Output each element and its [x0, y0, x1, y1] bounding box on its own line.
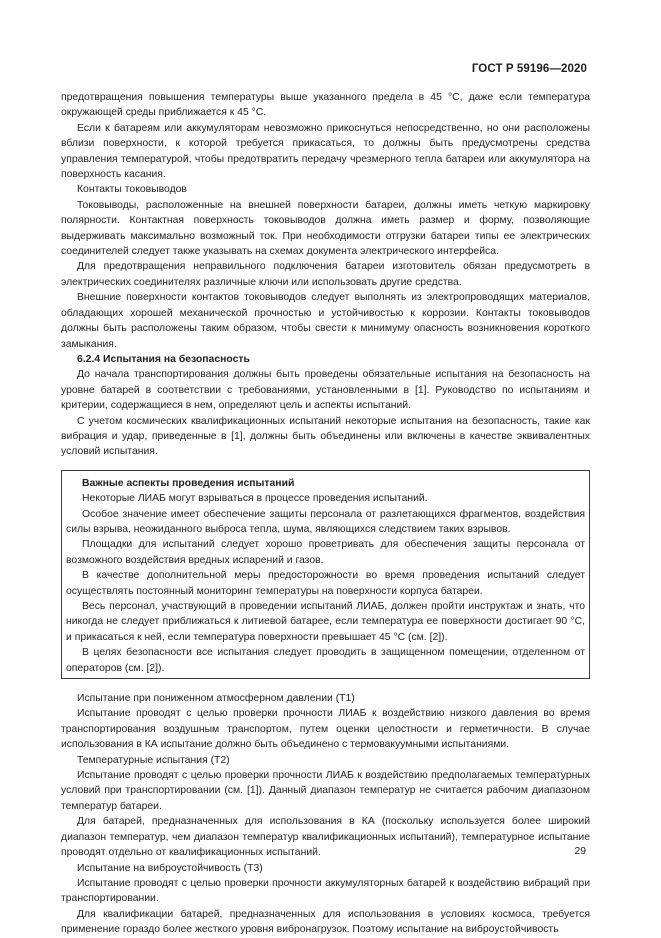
body-paragraph: Испытание при пониженном атмосферном давлении (Т1): [77, 693, 355, 705]
safety-notice-box: [61, 470, 590, 679]
notice-paragraph: Площадки для испытаний следует хорошо проветривать для обеспечения защиты персонала от возможного воздействия вредных испарений и газов.: [66, 539, 585, 566]
body-paragraph: Для квалификации батарей, предназначенных для использования в условиях космоса, требуется применение гораздо более жесткого уровня вибронагрузок. Поэтому испытание на виброустойчивость: [61, 908, 590, 936]
notice-paragraph: В целях безопасности все испытания следует проводить в защищенном помещении, отделенном от операторов (см. [2]).: [66, 647, 585, 674]
body-paragraphs: [61, 90, 590, 460]
body-paragraph: Для предотвращения неправильного подключения батареи изготовитель обязан предусмотреть в электрических соединителях различные ключи или использовать другие средства.: [61, 261, 590, 288]
body-paragraph: Испытание проводят с целью проверки прочности ЛИАБ к воздействию предполагаемых температурных условий при транспортировании (см. [1]). Данный диапазон температур не считается рабочим диапазоном температур батареи.: [61, 770, 590, 812]
body-paragraph: Испытание на виброустойчивость (Т3): [77, 862, 263, 874]
body-paragraph: Испытание проводят с целью проверки прочности ЛИАБ к воздействию низкого давления во время транспортирования воздушным транспортом, путем оценки целостности и герметичности. В случае использования в КА испытание должно быть объединено с термовакуумными испытаниями.: [61, 708, 590, 751]
body-paragraph: С учетом космических квалификационных испытаний некоторые испытания на безопасность, такие как вибрация и удар, приведенные в [1], должны быть объединены или включены в качестве эквивалентных условий испытания.: [61, 415, 590, 458]
body-paragraph: Внешние поверхности контактов токовыводов следует выполнять из электропроводящих материалов, обладающих хорошей механической прочностью и устойчивостью к коррозии. Контакты токовыводов должны быть расположены таким образом, чтобы свести к минимуму опасность возникновения короткого замыкания.: [61, 292, 590, 350]
body-paragraph: Температурные испытания (Т2): [77, 754, 230, 766]
body-paragraph: Испытание проводят с целью проверки прочности аккумуляторных батарей к воздействию вибраций при транспортировании.: [61, 877, 590, 905]
notice-paragraph: В качестве дополнительной меры предосторожности во время проведения испытаний следует осуществлять постоянный мониторинг температуры на поверхности корпуса батареи.: [66, 570, 585, 597]
page-body: [61, 90, 590, 938]
body-paragraph: Для батарей, предназначенных для использования в КА (поскольку используется более широкий диапазон температур, чем диапазон температур квалификационных испытаний), температурное испытание проводят отдельно от квалификационных испытаний.: [61, 816, 590, 859]
notice-paragraph: Весь персонал, участвующий в проведении испытаний ЛИАБ, должен пройти инструктаж и знать, что никогда не следует приближаться к литиевой батарее, если температура ее поверхности достигает 90 °С, и прикасаться к ней, если температура поверхности превышает 45 °С (см. [2]).: [66, 601, 585, 643]
body-paragraph: Контакты токовыводов: [77, 184, 187, 196]
notice-paragraphs: [66, 491, 585, 676]
notice-title: Важные аспекты проведения испытаний: [82, 477, 295, 489]
body-paragraph: Токовыводы, расположенные на внешней поверхности батареи, должны иметь четкую маркировку полярности. Контактная поверхность токовыводов должна иметь размер и форму, позволяющие выдерживать максимально возможный ток. При необходимости отгрузки батареи типы ее электрических соединителей следует также указывать на схемах документа электрического интерфейса.: [61, 199, 590, 258]
notice-paragraph: Некоторые ЛИАБ могут взрываться в процессе проведения испытаний.: [82, 493, 428, 505]
body-paragraph: До начала транспортирования должны быть проведены обязательные испытания на безопасность на уровне батарей в соответствии с требованиями, установленными в [1]. Руководство по испытаниям и критерии, содержащиеся в нем, определяют цель и аспекты испытаний.: [61, 369, 590, 412]
document-standard-header: ГОСТ Р 59196—2020: [471, 63, 587, 75]
notice-paragraph: Особое значение имеет обеспечение защиты персонала от разлетающихся фрагментов, воздействия силы взрыва, неожиданного выброса тепла, шума, являющихся следствием таких взрывов.: [66, 508, 585, 535]
body-paragraph: предотвращения повышения температуры выше указанного предела в 45 °С, даже если температура окружающей среды приближается к 45 °С.: [61, 92, 590, 119]
test-descriptions: [61, 691, 590, 938]
body-paragraph: Если к батареям или аккумуляторам невозможно прикоснуться непосредственно, но они расположены вблизи поверхности, к которой требуется прикасаться, то должны быть предусмотрены средства управления температурой, чтобы предотвратить передачу чрезмерного тепла батареи или аккумулятора на поверхность касания.: [61, 122, 590, 181]
page-number: 29: [574, 846, 586, 857]
section-heading: 6.2.4 Испытания на безопасность: [77, 353, 250, 365]
